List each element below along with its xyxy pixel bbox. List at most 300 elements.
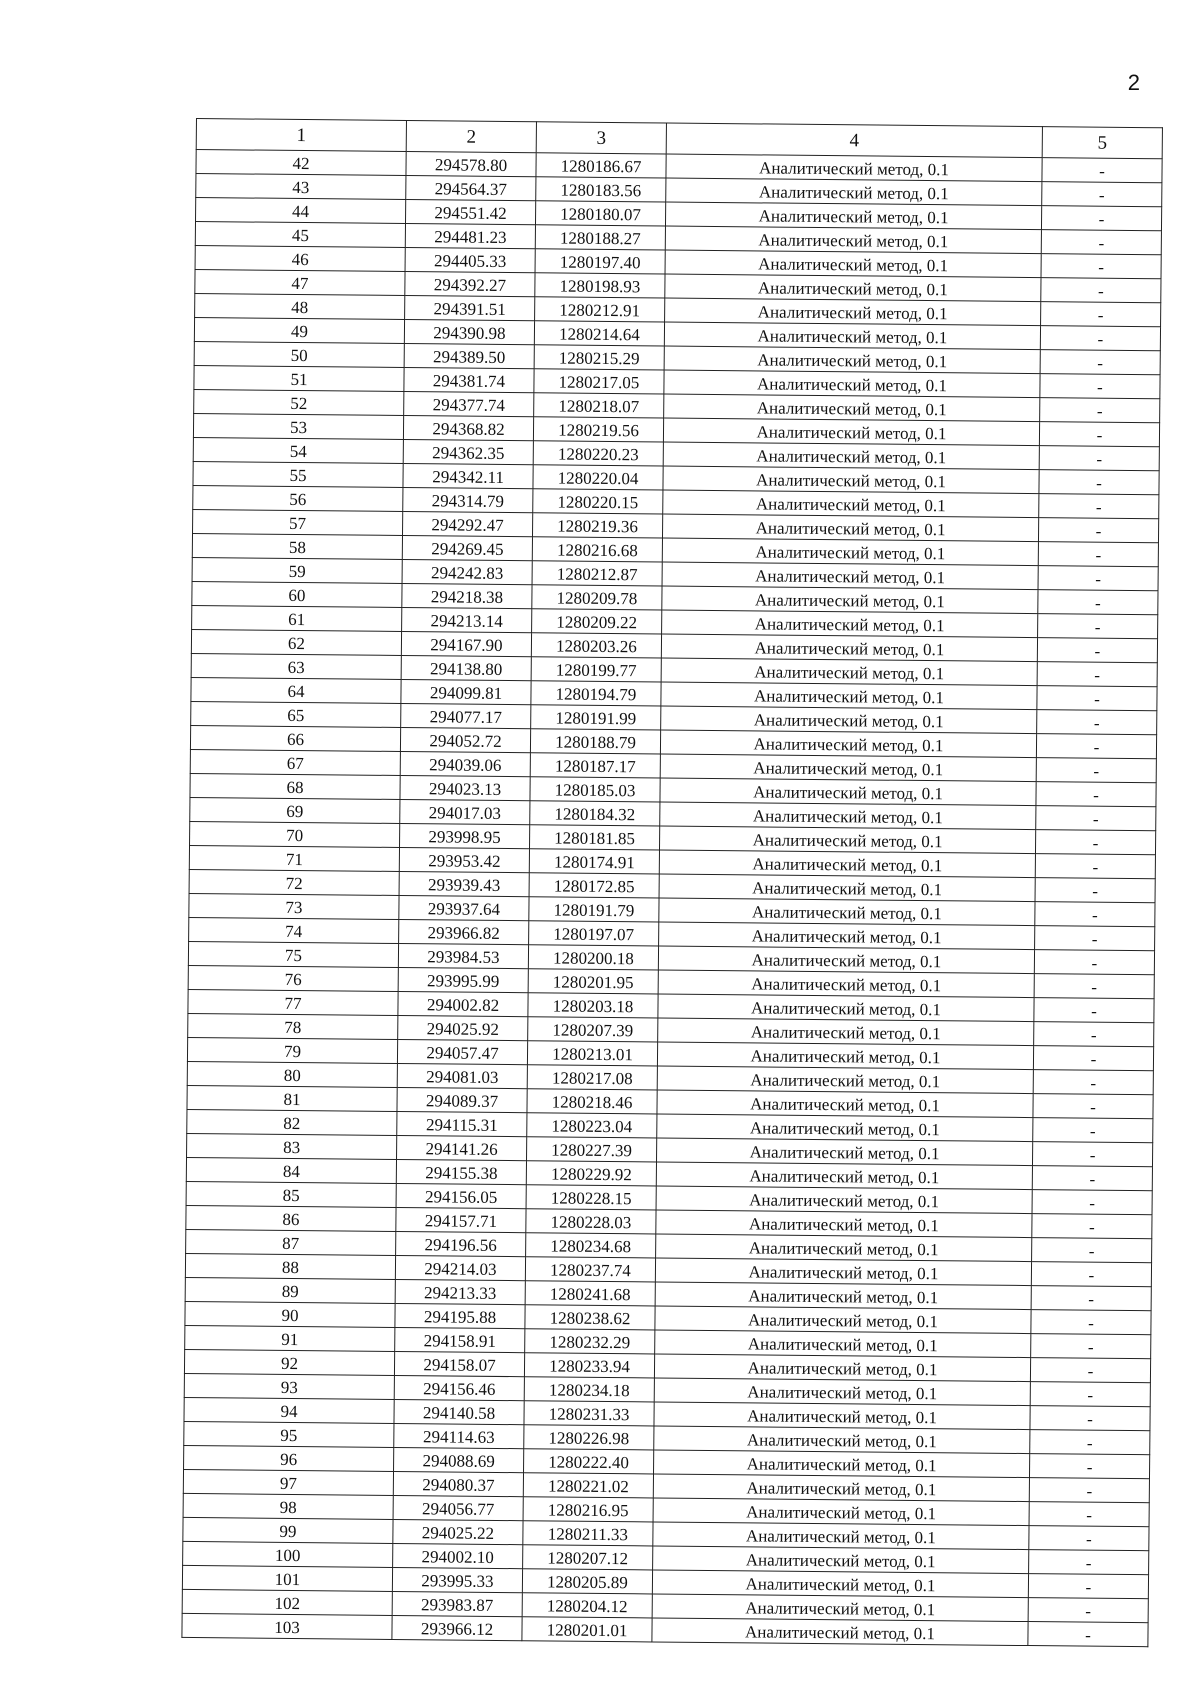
x-coordinate-cell: 294578.80 bbox=[406, 152, 536, 177]
y-coordinate-cell: 1280212.91 bbox=[535, 297, 665, 322]
note-cell: - bbox=[1037, 638, 1157, 663]
point-number-cell: 83 bbox=[187, 1133, 397, 1159]
y-coordinate-cell: 1280227.39 bbox=[527, 1137, 657, 1162]
point-number-cell: 70 bbox=[190, 821, 400, 847]
note-cell: - bbox=[1029, 1502, 1149, 1527]
method-cell: Аналитический метод, 0.1 bbox=[658, 994, 1034, 1022]
y-coordinate-cell: 1280219.36 bbox=[532, 513, 662, 538]
y-coordinate-cell: 1280203.18 bbox=[528, 993, 658, 1018]
y-coordinate-cell: 1280228.15 bbox=[526, 1185, 656, 1210]
note-cell: - bbox=[1042, 158, 1162, 183]
method-cell: Аналитический метод, 0.1 bbox=[664, 394, 1040, 422]
x-coordinate-cell: 294081.03 bbox=[397, 1063, 527, 1088]
x-coordinate-cell: 294002.82 bbox=[398, 991, 528, 1016]
x-coordinate-cell: 294114.63 bbox=[394, 1423, 524, 1448]
method-cell: Аналитический метод, 0.1 bbox=[658, 970, 1034, 998]
method-cell: Аналитический метод, 0.1 bbox=[665, 226, 1041, 254]
note-cell: - bbox=[1030, 1358, 1150, 1383]
y-coordinate-cell: 1280219.56 bbox=[533, 417, 663, 442]
note-cell: - bbox=[1041, 254, 1161, 279]
method-cell: Аналитический метод, 0.1 bbox=[658, 1018, 1034, 1046]
method-cell: Аналитический метод, 0.1 bbox=[655, 1258, 1031, 1286]
x-coordinate-cell: 293937.64 bbox=[399, 895, 529, 920]
note-cell: - bbox=[1029, 1526, 1149, 1551]
x-coordinate-cell: 294158.07 bbox=[394, 1351, 524, 1376]
y-coordinate-cell: 1280229.92 bbox=[526, 1161, 656, 1186]
x-coordinate-cell: 293939.43 bbox=[399, 871, 529, 896]
note-cell: - bbox=[1032, 1142, 1152, 1167]
x-coordinate-cell: 294362.35 bbox=[403, 440, 533, 465]
x-coordinate-cell: 294381.74 bbox=[404, 368, 534, 393]
y-coordinate-cell: 1280209.22 bbox=[532, 609, 662, 634]
note-cell: - bbox=[1041, 302, 1161, 327]
method-cell: Аналитический метод, 0.1 bbox=[654, 1402, 1030, 1430]
y-coordinate-cell: 1280234.18 bbox=[524, 1377, 654, 1402]
note-cell: - bbox=[1029, 1550, 1149, 1575]
y-coordinate-cell: 1280233.94 bbox=[524, 1353, 654, 1378]
note-cell: - bbox=[1034, 950, 1154, 975]
point-number-cell: 95 bbox=[184, 1421, 394, 1447]
y-coordinate-cell: 1280201.95 bbox=[528, 969, 658, 994]
point-number-cell: 86 bbox=[186, 1205, 396, 1231]
method-cell: Аналитический метод, 0.1 bbox=[661, 706, 1037, 734]
coordinates-table-wrapper bbox=[181, 118, 1162, 1647]
note-cell: - bbox=[1037, 686, 1157, 711]
method-cell: Аналитический метод, 0.1 bbox=[656, 1186, 1032, 1214]
method-cell: Аналитический метод, 0.1 bbox=[661, 682, 1037, 710]
note-cell: - bbox=[1032, 1238, 1152, 1263]
x-coordinate-cell: 294551.42 bbox=[405, 200, 535, 225]
method-cell: Аналитический метод, 0.1 bbox=[658, 946, 1034, 974]
x-coordinate-cell: 294391.51 bbox=[405, 296, 535, 321]
point-number-cell: 72 bbox=[189, 869, 399, 895]
x-coordinate-cell: 294195.88 bbox=[395, 1303, 525, 1328]
x-coordinate-cell: 294405.33 bbox=[405, 248, 535, 273]
x-coordinate-cell: 293995.33 bbox=[392, 1567, 522, 1592]
note-cell: - bbox=[1036, 806, 1156, 831]
point-number-cell: 94 bbox=[184, 1397, 394, 1423]
x-coordinate-cell: 294057.47 bbox=[397, 1039, 527, 1064]
method-cell: Аналитический метод, 0.1 bbox=[659, 898, 1035, 926]
x-coordinate-cell: 294167.90 bbox=[401, 631, 531, 656]
y-coordinate-cell: 1280200.18 bbox=[528, 945, 658, 970]
x-coordinate-cell: 294564.37 bbox=[406, 176, 536, 201]
note-cell: - bbox=[1033, 1070, 1153, 1095]
y-coordinate-cell: 1280218.07 bbox=[534, 393, 664, 418]
y-coordinate-cell: 1280217.08 bbox=[527, 1065, 657, 1090]
x-coordinate-cell: 294156.05 bbox=[396, 1183, 526, 1208]
x-coordinate-cell: 294156.46 bbox=[394, 1375, 524, 1400]
y-coordinate-cell: 1280198.93 bbox=[535, 273, 665, 298]
method-cell: Аналитический метод, 0.1 bbox=[661, 658, 1037, 686]
x-coordinate-cell: 294115.31 bbox=[397, 1111, 527, 1136]
method-cell: Аналитический метод, 0.1 bbox=[662, 562, 1038, 590]
note-cell: - bbox=[1039, 446, 1159, 471]
point-number-cell: 73 bbox=[189, 893, 399, 919]
point-number-cell: 74 bbox=[189, 917, 399, 943]
y-coordinate-cell: 1280221.02 bbox=[523, 1473, 653, 1498]
x-coordinate-cell: 294052.72 bbox=[400, 727, 530, 752]
point-number-cell: 47 bbox=[195, 269, 405, 295]
y-coordinate-cell: 1280220.04 bbox=[533, 465, 663, 490]
y-coordinate-cell: 1280216.68 bbox=[532, 537, 662, 562]
point-number-cell: 93 bbox=[184, 1373, 394, 1399]
note-cell: - bbox=[1038, 542, 1158, 567]
y-coordinate-cell: 1280185.03 bbox=[530, 777, 660, 802]
y-coordinate-cell: 1280216.95 bbox=[523, 1497, 653, 1522]
method-cell: Аналитический метод, 0.1 bbox=[662, 538, 1038, 566]
y-coordinate-cell: 1280191.99 bbox=[531, 705, 661, 730]
page-number: 2 bbox=[1127, 70, 1140, 95]
y-coordinate-cell: 1280186.67 bbox=[536, 153, 666, 178]
method-cell: Аналитический метод, 0.1 bbox=[663, 466, 1039, 494]
note-cell: - bbox=[1037, 662, 1157, 687]
x-coordinate-cell: 294196.56 bbox=[396, 1231, 526, 1256]
note-cell: - bbox=[1028, 1598, 1148, 1623]
point-number-cell: 56 bbox=[193, 485, 403, 511]
note-cell: - bbox=[1041, 206, 1161, 231]
x-coordinate-cell: 294242.83 bbox=[402, 560, 532, 585]
coordinates-table bbox=[181, 118, 1163, 1647]
method-cell: Аналитический метод, 0.1 bbox=[655, 1282, 1031, 1310]
note-cell: - bbox=[1041, 230, 1161, 255]
note-cell: - bbox=[1036, 782, 1156, 807]
point-number-cell: 101 bbox=[182, 1565, 392, 1591]
method-cell: Аналитический метод, 0.1 bbox=[664, 370, 1040, 398]
x-coordinate-cell: 294155.38 bbox=[396, 1159, 526, 1184]
method-cell: Аналитический метод, 0.1 bbox=[659, 874, 1035, 902]
method-cell: Аналитический метод, 0.1 bbox=[664, 346, 1040, 374]
note-cell: - bbox=[1032, 1190, 1152, 1215]
x-coordinate-cell: 294390.98 bbox=[404, 320, 534, 345]
method-cell: Аналитический метод, 0.1 bbox=[657, 1114, 1033, 1142]
note-cell: - bbox=[1040, 326, 1160, 351]
y-coordinate-cell: 1280181.85 bbox=[530, 825, 660, 850]
x-coordinate-cell: 294056.77 bbox=[393, 1495, 523, 1520]
note-cell: - bbox=[1035, 854, 1155, 879]
method-cell: Аналитический метод, 0.1 bbox=[656, 1234, 1032, 1262]
point-number-cell: 58 bbox=[192, 533, 402, 559]
y-coordinate-cell: 1280197.40 bbox=[535, 249, 665, 274]
note-cell: - bbox=[1031, 1262, 1151, 1287]
note-cell: - bbox=[1038, 518, 1158, 543]
point-number-cell: 85 bbox=[186, 1181, 396, 1207]
method-cell: Аналитический метод, 0.1 bbox=[660, 730, 1036, 758]
note-cell: - bbox=[1040, 374, 1160, 399]
y-coordinate-cell: 1280207.12 bbox=[523, 1545, 653, 1570]
point-number-cell: 92 bbox=[184, 1349, 394, 1375]
y-coordinate-cell: 1280220.15 bbox=[533, 489, 663, 514]
method-cell: Аналитический метод, 0.1 bbox=[654, 1354, 1030, 1382]
y-coordinate-cell: 1280234.68 bbox=[526, 1233, 656, 1258]
x-coordinate-cell: 294157.71 bbox=[396, 1207, 526, 1232]
method-cell: Аналитический метод, 0.1 bbox=[661, 634, 1037, 662]
x-coordinate-cell: 294342.11 bbox=[403, 464, 533, 489]
x-coordinate-cell: 294017.03 bbox=[400, 799, 530, 824]
x-coordinate-cell: 294023.13 bbox=[400, 775, 530, 800]
x-coordinate-cell: 294099.81 bbox=[401, 679, 531, 704]
method-cell: Аналитический метод, 0.1 bbox=[665, 250, 1041, 278]
x-coordinate-cell: 294269.45 bbox=[402, 536, 532, 561]
y-coordinate-cell: 1280188.79 bbox=[530, 729, 660, 754]
point-number-cell: 61 bbox=[192, 605, 402, 631]
column-header-1: 1 bbox=[196, 119, 406, 152]
y-coordinate-cell: 1280226.98 bbox=[524, 1425, 654, 1450]
point-number-cell: 48 bbox=[195, 293, 405, 319]
method-cell: Аналитический метод, 0.1 bbox=[656, 1210, 1032, 1238]
point-number-cell: 76 bbox=[188, 965, 398, 991]
point-number-cell: 90 bbox=[185, 1301, 395, 1327]
point-number-cell: 52 bbox=[194, 389, 404, 415]
point-number-cell: 78 bbox=[188, 1013, 398, 1039]
method-cell: Аналитический метод, 0.1 bbox=[653, 1474, 1029, 1502]
column-header-5: 5 bbox=[1042, 127, 1162, 159]
point-number-cell: 103 bbox=[182, 1613, 392, 1639]
method-cell: Аналитический метод, 0.1 bbox=[664, 322, 1040, 350]
point-number-cell: 46 bbox=[195, 245, 405, 271]
point-number-cell: 75 bbox=[188, 941, 398, 967]
note-cell: - bbox=[1028, 1574, 1148, 1599]
point-number-cell: 49 bbox=[194, 317, 404, 343]
point-number-cell: 99 bbox=[183, 1517, 393, 1543]
y-coordinate-cell: 1280188.27 bbox=[535, 225, 665, 250]
point-number-cell: 100 bbox=[183, 1541, 393, 1567]
method-cell: Аналитический метод, 0.1 bbox=[654, 1450, 1030, 1478]
x-coordinate-cell: 294088.69 bbox=[394, 1447, 524, 1472]
y-coordinate-cell: 1280207.39 bbox=[528, 1017, 658, 1042]
y-coordinate-cell: 1280201.01 bbox=[522, 1617, 652, 1642]
y-coordinate-cell: 1280205.89 bbox=[522, 1569, 652, 1594]
y-coordinate-cell: 1280209.78 bbox=[532, 585, 662, 610]
point-number-cell: 87 bbox=[186, 1229, 396, 1255]
note-cell: - bbox=[1038, 614, 1158, 639]
y-coordinate-cell: 1280241.68 bbox=[525, 1281, 655, 1306]
method-cell: Аналитический метод, 0.1 bbox=[665, 202, 1041, 230]
y-coordinate-cell: 1280217.05 bbox=[534, 369, 664, 394]
point-number-cell: 68 bbox=[190, 773, 400, 799]
note-cell: - bbox=[1034, 998, 1154, 1023]
x-coordinate-cell: 294077.17 bbox=[401, 703, 531, 728]
method-cell: Аналитический метод, 0.1 bbox=[663, 490, 1039, 518]
y-coordinate-cell: 1280180.07 bbox=[535, 201, 665, 226]
note-cell: - bbox=[1030, 1430, 1150, 1455]
x-coordinate-cell: 293966.82 bbox=[399, 919, 529, 944]
point-number-cell: 53 bbox=[193, 413, 403, 439]
note-cell: - bbox=[1035, 926, 1155, 951]
y-coordinate-cell: 1280213.01 bbox=[527, 1041, 657, 1066]
x-coordinate-cell: 294089.37 bbox=[397, 1087, 527, 1112]
y-coordinate-cell: 1280203.26 bbox=[531, 633, 661, 658]
y-coordinate-cell: 1280212.87 bbox=[532, 561, 662, 586]
method-cell: Аналитический метод, 0.1 bbox=[663, 442, 1039, 470]
x-coordinate-cell: 293953.42 bbox=[399, 847, 529, 872]
method-cell: Аналитический метод, 0.1 bbox=[655, 1330, 1031, 1358]
point-number-cell: 55 bbox=[193, 461, 403, 487]
y-coordinate-cell: 1280238.62 bbox=[525, 1305, 655, 1330]
y-coordinate-cell: 1280191.79 bbox=[529, 897, 659, 922]
point-number-cell: 63 bbox=[191, 653, 401, 679]
x-coordinate-cell: 294213.14 bbox=[402, 607, 532, 632]
note-cell: - bbox=[1030, 1406, 1150, 1431]
method-cell: Аналитический метод, 0.1 bbox=[657, 1138, 1033, 1166]
point-number-cell: 89 bbox=[185, 1277, 395, 1303]
point-number-cell: 88 bbox=[185, 1253, 395, 1279]
point-number-cell: 45 bbox=[195, 222, 405, 248]
x-coordinate-cell: 294002.10 bbox=[393, 1543, 523, 1568]
note-cell: - bbox=[1041, 278, 1161, 303]
y-coordinate-cell: 1280174.91 bbox=[529, 849, 659, 874]
note-cell: - bbox=[1039, 470, 1159, 495]
note-cell: - bbox=[1042, 182, 1162, 207]
note-cell: - bbox=[1034, 974, 1154, 999]
x-coordinate-cell: 293966.12 bbox=[392, 1615, 522, 1640]
point-number-cell: 79 bbox=[187, 1037, 397, 1063]
x-coordinate-cell: 294141.26 bbox=[397, 1135, 527, 1160]
y-coordinate-cell: 1280223.04 bbox=[527, 1113, 657, 1138]
x-coordinate-cell: 293983.87 bbox=[392, 1591, 522, 1616]
note-cell: - bbox=[1030, 1382, 1150, 1407]
x-coordinate-cell: 294368.82 bbox=[403, 416, 533, 441]
y-coordinate-cell: 1280197.07 bbox=[529, 921, 659, 946]
x-coordinate-cell: 294389.50 bbox=[404, 344, 534, 369]
x-coordinate-cell: 294292.47 bbox=[403, 512, 533, 537]
point-number-cell: 96 bbox=[184, 1445, 394, 1471]
x-coordinate-cell: 294158.91 bbox=[395, 1327, 525, 1352]
note-cell: - bbox=[1035, 902, 1155, 927]
point-number-cell: 71 bbox=[189, 845, 399, 871]
method-cell: Аналитический метод, 0.1 bbox=[652, 1594, 1028, 1622]
method-cell: Аналитический метод, 0.1 bbox=[660, 778, 1036, 806]
x-coordinate-cell: 294481.23 bbox=[405, 224, 535, 249]
note-cell: - bbox=[1029, 1478, 1149, 1503]
point-number-cell: 51 bbox=[194, 365, 404, 391]
method-cell: Аналитический метод, 0.1 bbox=[657, 1066, 1033, 1094]
point-number-cell: 62 bbox=[191, 629, 401, 655]
y-coordinate-cell: 1280214.64 bbox=[534, 321, 664, 346]
point-number-cell: 84 bbox=[186, 1157, 396, 1183]
x-coordinate-cell: 294138.80 bbox=[401, 655, 531, 680]
method-cell: Аналитический метод, 0.1 bbox=[666, 154, 1042, 182]
column-header-3: 3 bbox=[536, 122, 666, 154]
point-number-cell: 102 bbox=[182, 1589, 392, 1615]
y-coordinate-cell: 1280220.23 bbox=[533, 441, 663, 466]
y-coordinate-cell: 1280228.03 bbox=[526, 1209, 656, 1234]
note-cell: - bbox=[1031, 1334, 1151, 1359]
y-coordinate-cell: 1280194.79 bbox=[531, 681, 661, 706]
point-number-cell: 43 bbox=[196, 174, 406, 200]
x-coordinate-cell: 294039.06 bbox=[400, 751, 530, 776]
x-coordinate-cell: 294140.58 bbox=[394, 1399, 524, 1424]
note-cell: - bbox=[1036, 734, 1156, 759]
point-number-cell: 59 bbox=[192, 557, 402, 583]
y-coordinate-cell: 1280215.29 bbox=[534, 345, 664, 370]
method-cell: Аналитический метод, 0.1 bbox=[652, 1618, 1028, 1646]
note-cell: - bbox=[1032, 1214, 1152, 1239]
x-coordinate-cell: 294080.37 bbox=[393, 1471, 523, 1496]
x-coordinate-cell: 293998.95 bbox=[400, 823, 530, 848]
note-cell: - bbox=[1035, 878, 1155, 903]
method-cell: Аналитический метод, 0.1 bbox=[653, 1522, 1029, 1550]
method-cell: Аналитический метод, 0.1 bbox=[654, 1378, 1030, 1406]
note-cell: - bbox=[1029, 1454, 1149, 1479]
note-cell: - bbox=[1033, 1118, 1153, 1143]
x-coordinate-cell: 294025.22 bbox=[393, 1519, 523, 1544]
method-cell: Аналитический метод, 0.1 bbox=[655, 1306, 1031, 1334]
method-cell: Аналитический метод, 0.1 bbox=[660, 802, 1036, 830]
note-cell: - bbox=[1040, 350, 1160, 375]
x-coordinate-cell: 294377.74 bbox=[404, 392, 534, 417]
note-cell: - bbox=[1032, 1166, 1152, 1191]
x-coordinate-cell: 294213.33 bbox=[395, 1279, 525, 1304]
note-cell: - bbox=[1038, 590, 1158, 615]
method-cell: Аналитический метод, 0.1 bbox=[653, 1498, 1029, 1526]
point-number-cell: 80 bbox=[187, 1061, 397, 1087]
note-cell: - bbox=[1036, 758, 1156, 783]
y-coordinate-cell: 1280211.33 bbox=[523, 1521, 653, 1546]
y-coordinate-cell: 1280183.56 bbox=[536, 177, 666, 202]
note-cell: - bbox=[1040, 398, 1160, 423]
column-header-4: 4 bbox=[666, 123, 1042, 158]
note-cell: - bbox=[1038, 566, 1158, 591]
method-cell: Аналитический метод, 0.1 bbox=[662, 610, 1038, 638]
method-cell: Аналитический метод, 0.1 bbox=[657, 1090, 1033, 1118]
method-cell: Аналитический метод, 0.1 bbox=[653, 1546, 1029, 1574]
method-cell: Аналитический метод, 0.1 bbox=[666, 178, 1042, 206]
note-cell: - bbox=[1035, 830, 1155, 855]
point-number-cell: 67 bbox=[190, 749, 400, 775]
point-number-cell: 50 bbox=[194, 341, 404, 367]
y-coordinate-cell: 1280218.46 bbox=[527, 1089, 657, 1114]
point-number-cell: 69 bbox=[190, 797, 400, 823]
point-number-cell: 64 bbox=[191, 677, 401, 703]
y-coordinate-cell: 1280199.77 bbox=[531, 657, 661, 682]
y-coordinate-cell: 1280184.32 bbox=[530, 801, 660, 826]
method-cell: Аналитический метод, 0.1 bbox=[662, 586, 1038, 614]
y-coordinate-cell: 1280237.74 bbox=[525, 1257, 655, 1282]
note-cell: - bbox=[1037, 710, 1157, 735]
method-cell: Аналитический метод, 0.1 bbox=[663, 418, 1039, 446]
method-cell: Аналитический метод, 0.1 bbox=[652, 1570, 1028, 1598]
method-cell: Аналитический метод, 0.1 bbox=[662, 514, 1038, 542]
x-coordinate-cell: 293984.53 bbox=[398, 943, 528, 968]
point-number-cell: 57 bbox=[193, 509, 403, 535]
note-cell: - bbox=[1039, 422, 1159, 447]
note-cell: - bbox=[1033, 1094, 1153, 1119]
method-cell: Аналитический метод, 0.1 bbox=[665, 274, 1041, 302]
point-number-cell: 42 bbox=[196, 150, 406, 176]
point-number-cell: 66 bbox=[190, 725, 400, 751]
point-number-cell: 77 bbox=[188, 989, 398, 1015]
point-number-cell: 91 bbox=[185, 1325, 395, 1351]
point-number-cell: 65 bbox=[191, 701, 401, 727]
note-cell: - bbox=[1039, 494, 1159, 519]
note-cell: - bbox=[1034, 1022, 1154, 1047]
x-coordinate-cell: 293995.99 bbox=[398, 967, 528, 992]
x-coordinate-cell: 294314.79 bbox=[403, 488, 533, 513]
x-coordinate-cell: 294214.03 bbox=[395, 1255, 525, 1280]
point-number-cell: 82 bbox=[187, 1109, 397, 1135]
method-cell: Аналитический метод, 0.1 bbox=[665, 298, 1041, 326]
table-body bbox=[182, 150, 1162, 1647]
point-number-cell: 60 bbox=[192, 581, 402, 607]
y-coordinate-cell: 1280222.40 bbox=[524, 1449, 654, 1474]
point-number-cell: 81 bbox=[187, 1085, 397, 1111]
method-cell: Аналитический метод, 0.1 bbox=[654, 1426, 1030, 1454]
method-cell: Аналитический метод, 0.1 bbox=[660, 754, 1036, 782]
method-cell: Аналитический метод, 0.1 bbox=[656, 1162, 1032, 1190]
point-number-cell: 98 bbox=[183, 1493, 393, 1519]
note-cell: - bbox=[1031, 1310, 1151, 1335]
